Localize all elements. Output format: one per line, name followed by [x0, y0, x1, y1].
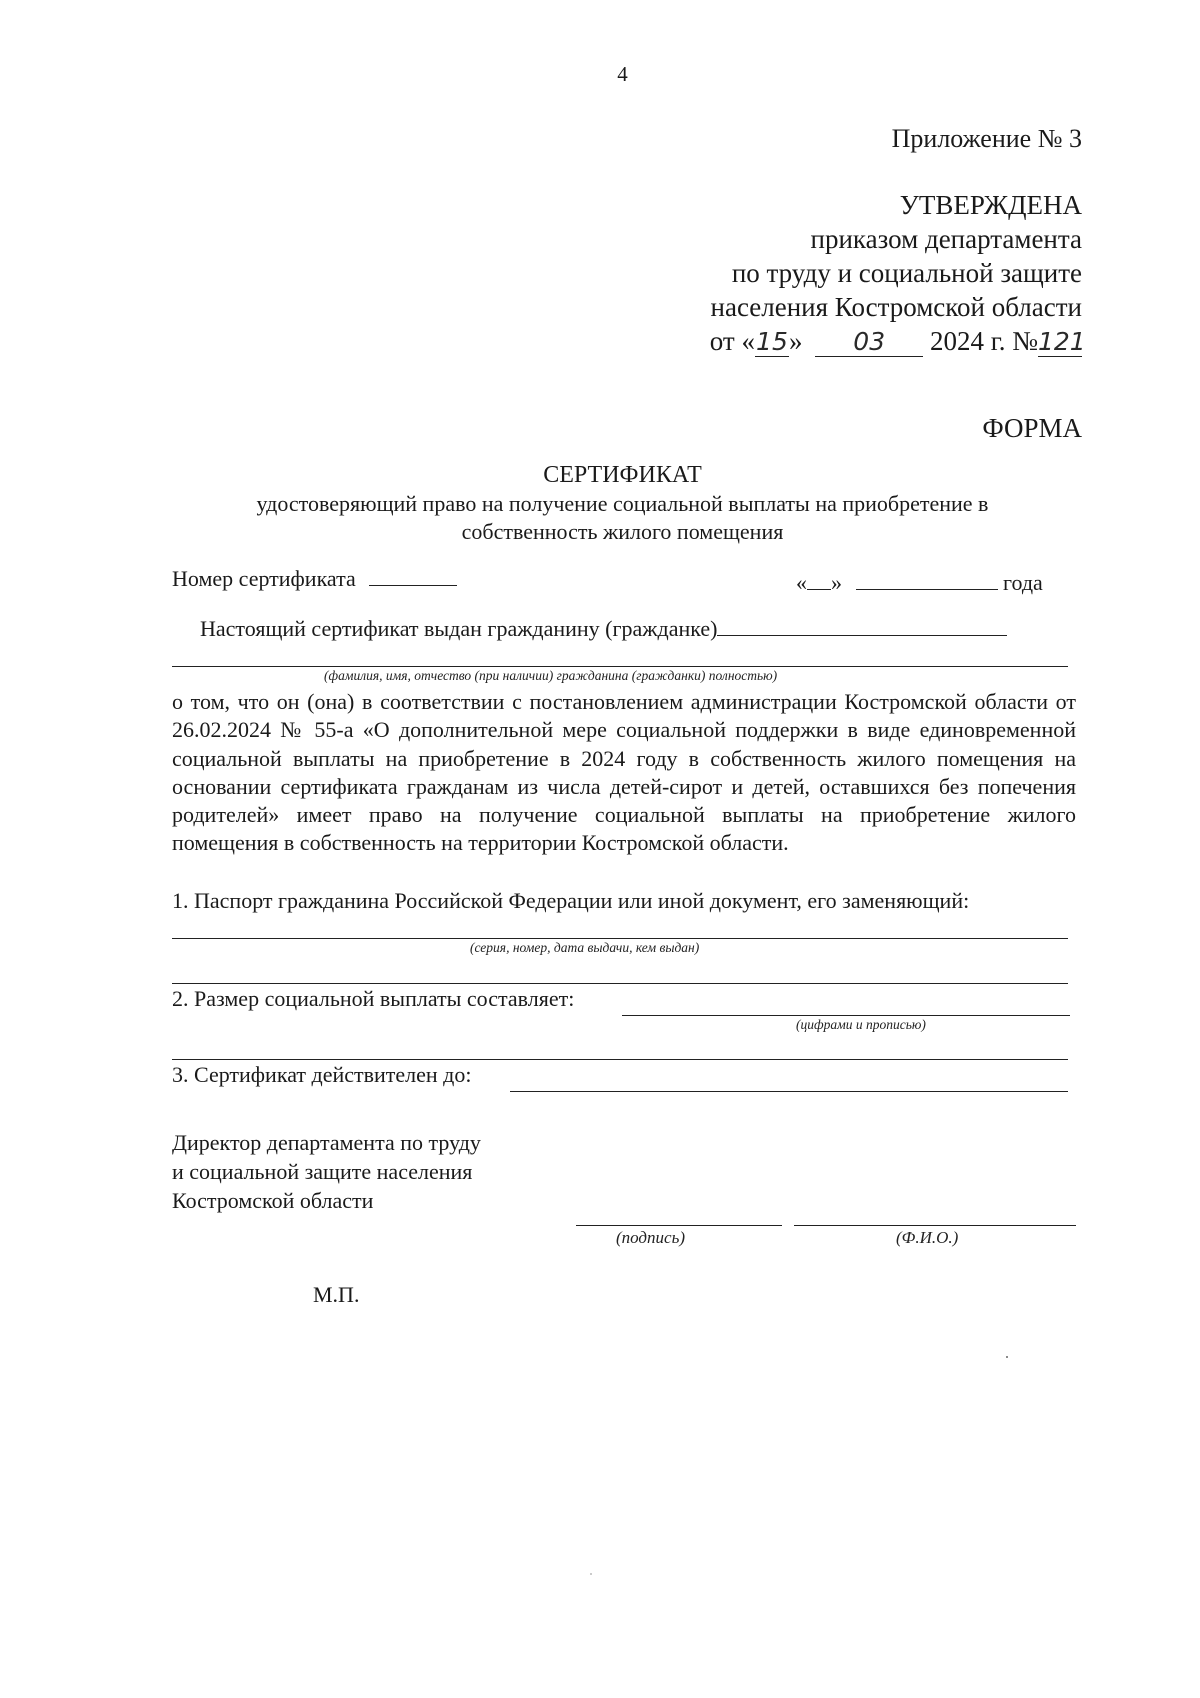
approval-line-1: приказом департамента — [810, 224, 1082, 254]
order-number-handwritten: 121 — [1038, 327, 1086, 356]
certificate-number-label: Номер сертификата — [172, 566, 356, 591]
body-paragraph: о том, что он (она) в соответствии с постановлением администрации Костромской области от 26.02.2024 № 55-а «О дополнительной мере социальной поддержки в виде единовременной социальной выплаты на приобретение в 2024 году в собственность жилого помещения на основании сертификата гражданам из числа детей-сирот и детей, оставшихся без попечения родителей» имеет право на получение социальной выплаты на приобретение жилого помещения в собственность на территории Костромской области. — [172, 689, 1076, 856]
fio-caption: (Ф.И.О.) — [896, 1228, 959, 1247]
certificate-number-field[interactable] — [369, 585, 457, 586]
certificate-number-row — [172, 566, 457, 592]
seal-label: М.П. — [313, 1282, 360, 1307]
passport-caption: (серия, номер, дата выдачи, кем выдан) — [470, 940, 700, 955]
certificate-subtitle: удостоверяющий право на получение социальной выплаты на приобретение в собственность жилого помещения — [256, 491, 989, 544]
approval-heading: УТВЕРЖДЕНА — [899, 190, 1082, 220]
payment-amount-line[interactable] — [622, 1015, 1070, 1016]
date-year-label: года — [1003, 570, 1043, 595]
fio-line[interactable] — [794, 1225, 1076, 1226]
issued-to-label: Настоящий сертификат выдан гражданину (гражданке) — [200, 616, 718, 641]
payment-amount-line-2[interactable] — [172, 1059, 1068, 1060]
item-2-row — [172, 986, 574, 1012]
passport-line-2[interactable] — [172, 983, 1068, 984]
date-year: 2024 г. — [929, 326, 1006, 356]
approval-line-3: населения Костромской области — [710, 292, 1082, 322]
certificate-title: СЕРТИФИКАТ — [543, 462, 702, 488]
approval-block — [462, 188, 1086, 358]
date-month-field[interactable] — [856, 589, 998, 590]
number-label: № — [1012, 326, 1038, 356]
item-3-row — [172, 1062, 471, 1088]
item-3-label: 3. Сертификат действителен до: — [172, 1062, 472, 1087]
date-prefix: от « — [709, 326, 755, 356]
full-name-caption: (фамилия, имя, отчество (при наличии) гражданина (гражданки) полностью) — [324, 668, 778, 683]
date-close-quote-field: » — [831, 570, 842, 595]
scan-speck — [1006, 1356, 1008, 1358]
full-name-line[interactable] — [172, 666, 1068, 667]
signature-caption: (подпись) — [616, 1228, 685, 1247]
date-month-handwritten: 03 — [815, 328, 923, 357]
director-line-2: и социальной защите населения — [172, 1159, 473, 1184]
issued-to-row — [200, 616, 1007, 642]
director-line-3: Костромской области — [172, 1188, 374, 1213]
valid-until-line[interactable] — [510, 1091, 1068, 1092]
page-number: 4 — [617, 62, 628, 86]
passport-line[interactable] — [172, 938, 1068, 939]
certificate-date-row — [796, 570, 1043, 596]
date-close-quote: » — [788, 326, 803, 356]
form-label: ФОРМА — [982, 413, 1082, 443]
payment-amount-caption: (цифрами и прописью) — [796, 1017, 926, 1032]
director-block — [172, 1128, 481, 1215]
issued-to-field[interactable] — [717, 635, 1007, 636]
item-2-label: 2. Размер социальной выплаты составляет: — [172, 986, 575, 1011]
director-line-1: Директор департамента по труду — [172, 1130, 481, 1155]
scan-speck — [590, 1573, 592, 1575]
approval-date-line — [462, 324, 1086, 358]
item-1-label: 1. Паспорт гражданина Российской Федерации или иной документ, его заменяющий: — [172, 888, 970, 913]
date-day-handwritten: 15 — [756, 327, 788, 356]
signature-line[interactable] — [576, 1225, 782, 1226]
appendix-label: Приложение № 3 — [891, 124, 1082, 153]
date-day-field[interactable] — [807, 589, 831, 590]
date-open-quote: « — [796, 570, 807, 595]
approval-line-2: по труду и социальной защите — [731, 258, 1082, 288]
